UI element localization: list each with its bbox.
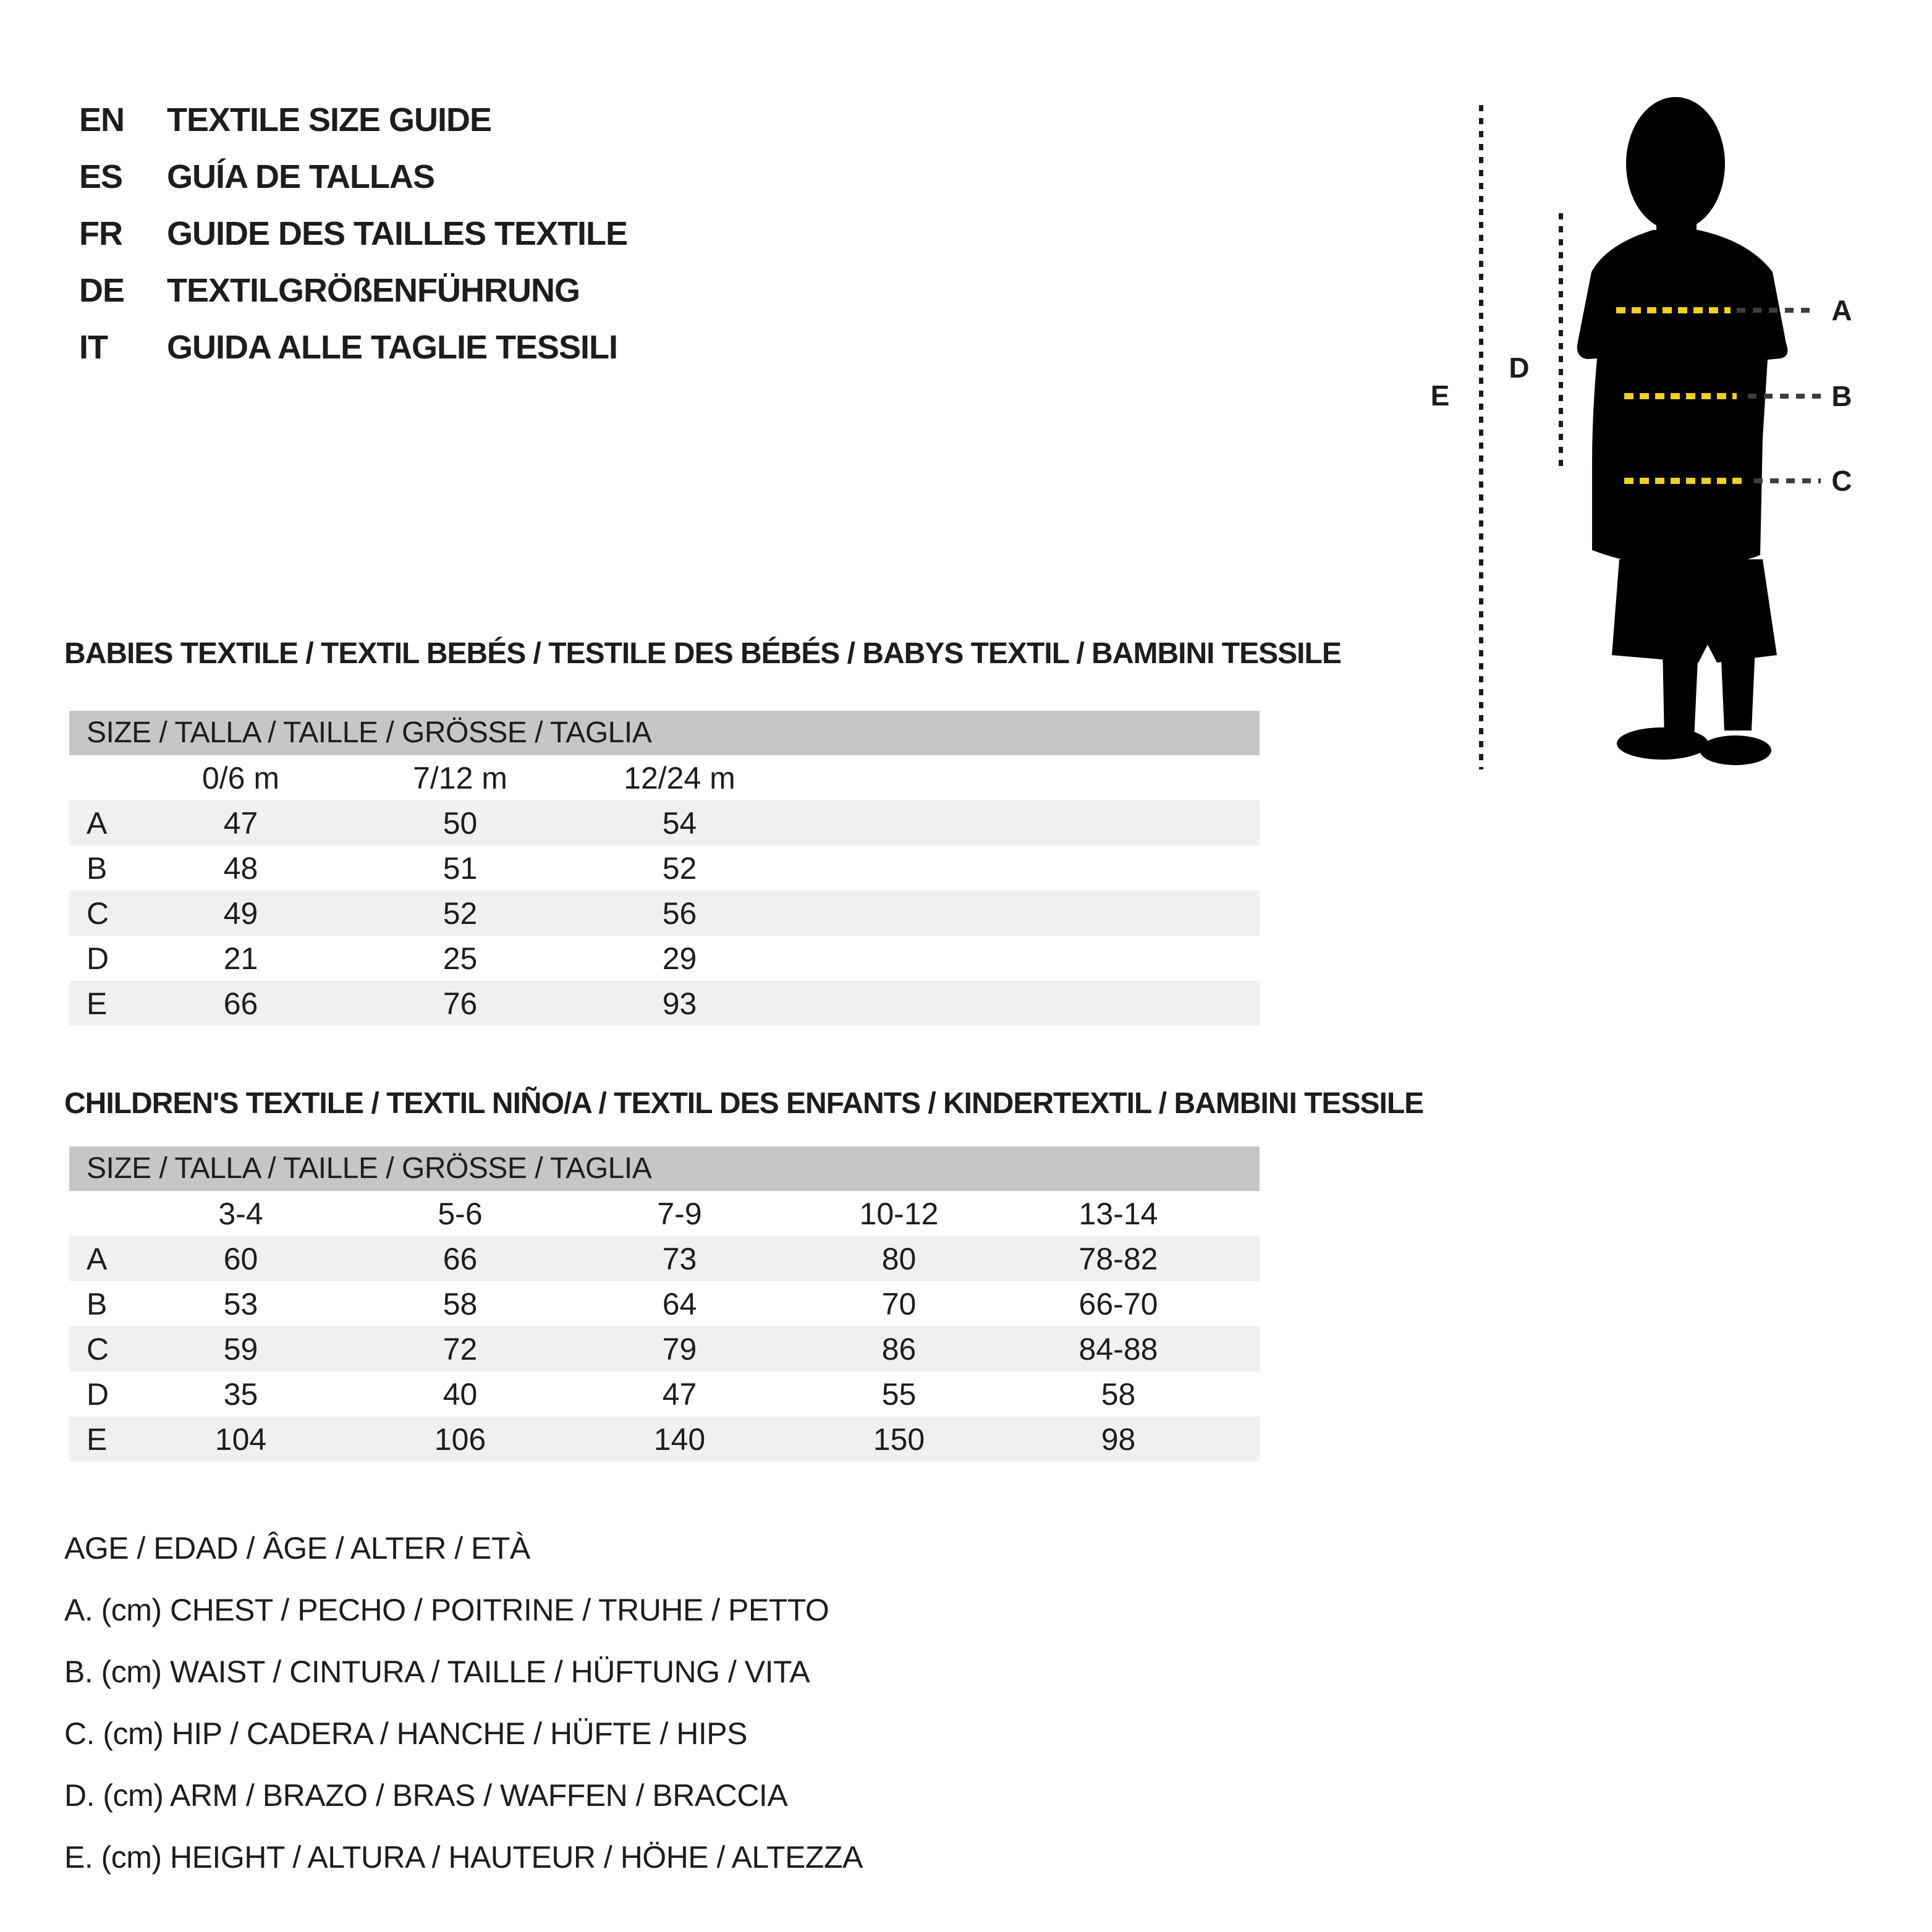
table-row [69,936,1260,981]
legend-line: B. (cm) WAIST / CINTURA / TAILLE / HÜFTUNG / VITA [64,1654,810,1689]
row-value: 58 [443,1286,478,1321]
hip-measure-dash-gray [1754,478,1821,483]
table-row [69,981,1260,1026]
table-column-header-row [69,1191,1260,1236]
row-value: 76 [443,986,478,1021]
language-title-list [79,91,627,376]
row-value: 93 [662,986,697,1021]
row-label: A [87,805,108,841]
row-value: 58 [1101,1376,1136,1412]
table-header-bar: SIZE / TALLA / TAILLE / GRÖSSE / TAGLIA [69,711,1260,755]
row-value: 79 [662,1331,697,1366]
row-value: 53 [223,1286,258,1321]
column-header: 13-14 [1078,1196,1158,1231]
measure-label-b: B [1831,380,1852,412]
measurement-figure [1415,87,1922,797]
babies-size-table [69,711,1260,1026]
language-title: GUIDA ALLE TAGLIE TESSILI [167,329,617,366]
language-row [79,148,627,205]
row-value: 98 [1101,1421,1136,1457]
column-header: 7-9 [657,1196,702,1231]
row-label: C [87,896,109,931]
language-code: FR [79,215,122,252]
row-value: 25 [443,941,478,976]
language-row [79,205,627,262]
table-row [69,1326,1260,1371]
row-value: 106 [434,1421,486,1457]
row-value: 47 [223,805,258,841]
legend-line: A. (cm) CHEST / PECHO / POITRINE / TRUHE / PETTO [64,1593,829,1627]
child-silhouette-icon [1533,93,1792,773]
language-row [79,91,627,148]
row-value: 84-88 [1078,1331,1158,1366]
language-code: EN [79,101,125,138]
row-value: 47 [662,1376,697,1412]
hip-measure-dash-yellow [1624,478,1748,484]
table-row [69,891,1260,936]
row-value: 40 [443,1376,478,1412]
language-row [79,262,627,319]
row-value: 52 [662,850,697,886]
row-value: 64 [662,1286,697,1321]
row-value: 80 [881,1241,917,1276]
row-value: 35 [223,1376,258,1412]
legend-line: AGE / EDAD / ÂGE / ALTER / ETÀ [64,1531,530,1566]
language-code: DE [79,272,125,309]
waist-measure-dash-gray [1748,394,1821,399]
column-header: 3-4 [218,1196,263,1231]
language-row [79,319,627,376]
row-value: 70 [881,1286,917,1321]
row-value: 48 [223,850,258,886]
row-label: D [87,941,109,976]
language-title: GUÍA DE TALLAS [167,158,434,195]
table-row [69,800,1260,845]
arm-measure-line-d [1559,213,1563,470]
table-row [69,1371,1260,1417]
table-header-bar: SIZE / TALLA / TAILLE / GRÖSSE / TAGLIA [69,1146,1260,1191]
row-value: 54 [662,805,697,841]
row-label: B [87,1286,108,1321]
row-label: E [87,986,108,1021]
row-value: 21 [223,941,258,976]
babies-section-heading: BABIES TEXTILE / TEXTIL BEBÉS / TESTILE DES BÉBÉS / BABYS TEXTIL / BAMBINI TESSILE [64,637,1341,670]
table-row [69,1236,1260,1281]
row-value: 60 [223,1241,258,1276]
legend-line: C. (cm) HIP / CADERA / HANCHE / HÜFTE / HIPS [64,1716,747,1751]
children-section-heading: CHILDREN'S TEXTILE / TEXTIL NIÑO/A / TEXTIL DES ENFANTS / KINDERTEXTIL / BAMBINI TESSILE [64,1087,1424,1120]
legend-line: E. (cm) HEIGHT / ALTURA / HAUTEUR / HÖHE / ALTEZZA [64,1840,863,1875]
row-value: 29 [662,941,697,976]
row-value: 56 [662,896,697,931]
row-value: 55 [881,1376,917,1412]
row-value: 140 [653,1421,706,1457]
row-value: 150 [873,1421,925,1457]
row-value: 49 [223,896,258,931]
table-column-header-row [69,755,1260,800]
column-header: 7/12 m [413,760,507,795]
language-title: TEXTILGRÖßENFÜHRUNG [167,272,580,309]
row-value: 59 [223,1331,258,1366]
table-row [69,845,1260,891]
row-value: 72 [443,1331,478,1366]
language-code: ES [79,158,123,195]
column-header: 12/24 m [624,760,735,795]
row-label: C [87,1331,109,1366]
table-row [69,1281,1260,1326]
height-measure-line-e [1479,105,1483,769]
row-value: 73 [662,1241,697,1276]
row-label: B [87,850,108,886]
children-size-table [69,1146,1260,1462]
row-value: 66 [223,986,258,1021]
measurement-legend [64,1517,863,1888]
measure-label-c: C [1831,465,1852,497]
table-body [69,800,1260,1026]
row-label: D [87,1376,109,1412]
table-body [69,1236,1260,1462]
row-value: 66 [443,1241,478,1276]
measure-label-e: E [1430,379,1450,412]
row-value: 78-82 [1078,1241,1158,1276]
row-value: 50 [443,805,478,841]
language-title: GUIDE DES TAILLES TEXTILE [167,215,628,252]
row-value: 86 [881,1331,917,1366]
table-row [69,1417,1260,1462]
language-title: TEXTILE SIZE GUIDE [167,101,492,138]
measure-label-a: A [1831,294,1852,326]
column-header: 10-12 [859,1196,939,1231]
chest-measure-dash-yellow [1616,307,1731,313]
row-value: 104 [214,1421,267,1457]
language-code: IT [79,329,108,366]
row-value: 66-70 [1078,1286,1158,1321]
column-header: 0/6 m [201,760,280,795]
row-value: 52 [443,896,478,931]
waist-measure-dash-yellow [1624,393,1737,399]
legend-line: D. (cm) ARM / BRAZO / BRAS / WAFFEN / BRACCIA [64,1778,788,1813]
chest-measure-dash-gray [1737,308,1817,313]
row-value: 51 [443,850,478,886]
row-label: E [87,1421,108,1457]
column-header: 5-6 [438,1196,483,1231]
row-label: A [87,1241,108,1276]
measure-label-d: D [1509,352,1530,384]
